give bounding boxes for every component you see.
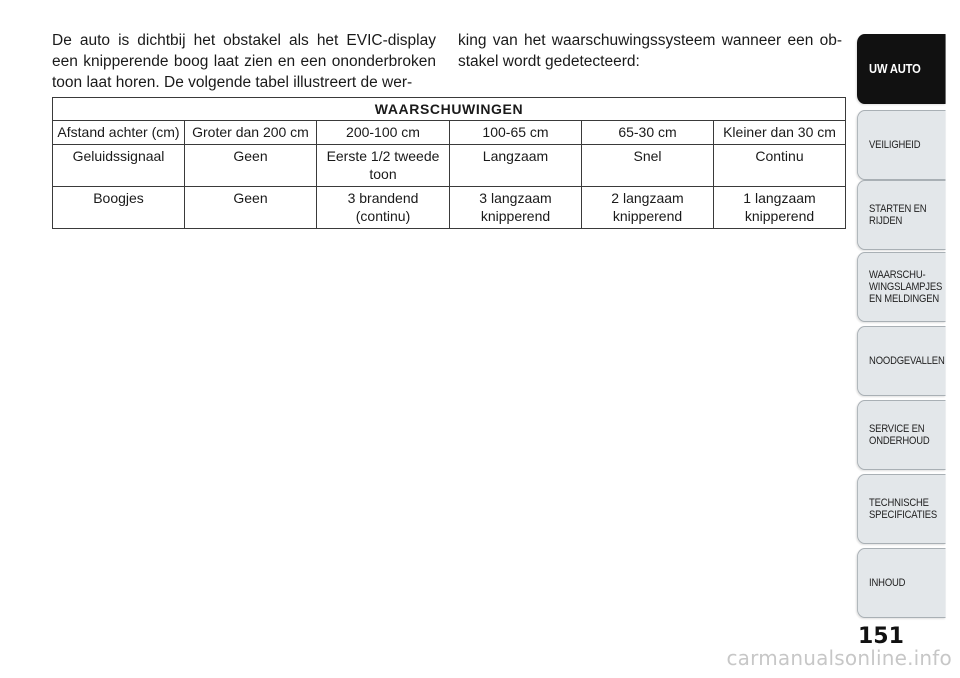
watermark: carmanualsonline.info [726, 646, 952, 670]
table-cell: Kleiner dan 30 cm [714, 121, 846, 145]
table-row [53, 121, 846, 145]
tab-waarschuwingslampjes[interactable]: WAARSCHU- WINGSLAMPJES EN MELDINGEN [857, 252, 946, 322]
tab-technische-specificaties[interactable]: TECHNISCHE SPECIFICATIES [857, 474, 946, 544]
table-row [53, 145, 846, 187]
tab-service-en-onderhoud[interactable]: SERVICE EN ONDERHOUD [857, 400, 946, 470]
table-cell: Groter dan 200 cm [185, 121, 317, 145]
table-cell: 100-65 cm [450, 121, 582, 145]
table-cell: Eerste 1/2 tweede toon [317, 145, 450, 187]
tab-noodgevallen[interactable]: NOODGEVALLEN [857, 326, 946, 396]
tab-inhoud[interactable]: INHOUD [857, 548, 946, 618]
table-cell: 200-100 cm [317, 121, 450, 145]
table-cell: Afstand achter (cm) [53, 121, 185, 145]
table-cell: 2 langzaam knipperend [582, 187, 714, 229]
table-cell: Boogjes [53, 187, 185, 229]
table-cell: Continu [714, 145, 846, 187]
tab-veiligheid[interactable]: VEILIGHEID [857, 110, 946, 180]
table-cell: Geen [185, 187, 317, 229]
table-row [53, 187, 846, 229]
intro-paragraph-right: king van het waarschuwingssysteem wanneer een ob- stakel wordt gedetecteerd: [458, 32, 842, 70]
table-cell: 3 brandend (continu) [317, 187, 450, 229]
table-cell: Geluidssignaal [53, 145, 185, 187]
tab-starten-en-rijden[interactable]: STARTEN EN RIJDEN [857, 180, 946, 250]
table-cell: Geen [185, 145, 317, 187]
table-title: WAARSCHUWINGEN [53, 98, 846, 121]
table-cell: Langzaam [450, 145, 582, 187]
table-cell: Snel [582, 145, 714, 187]
tab-uw-auto[interactable]: UW AUTO [857, 34, 946, 104]
table-cell: 1 langzaam knipperend [714, 187, 846, 229]
intro-text [52, 30, 842, 93]
table-cell: 65-30 cm [582, 121, 714, 145]
page-number: 151 [858, 624, 904, 649]
warnings-table [52, 97, 846, 229]
intro-paragraph-left: De auto is dichtbij het obstakel als het EVIC-display een knipperende boog laat zien en een ononderbroken toon laat horen. De volgende tabel illustreert de wer- [52, 32, 436, 91]
chapter-tabs [857, 30, 960, 622]
table-cell: 3 langzaam knipperend [450, 187, 582, 229]
